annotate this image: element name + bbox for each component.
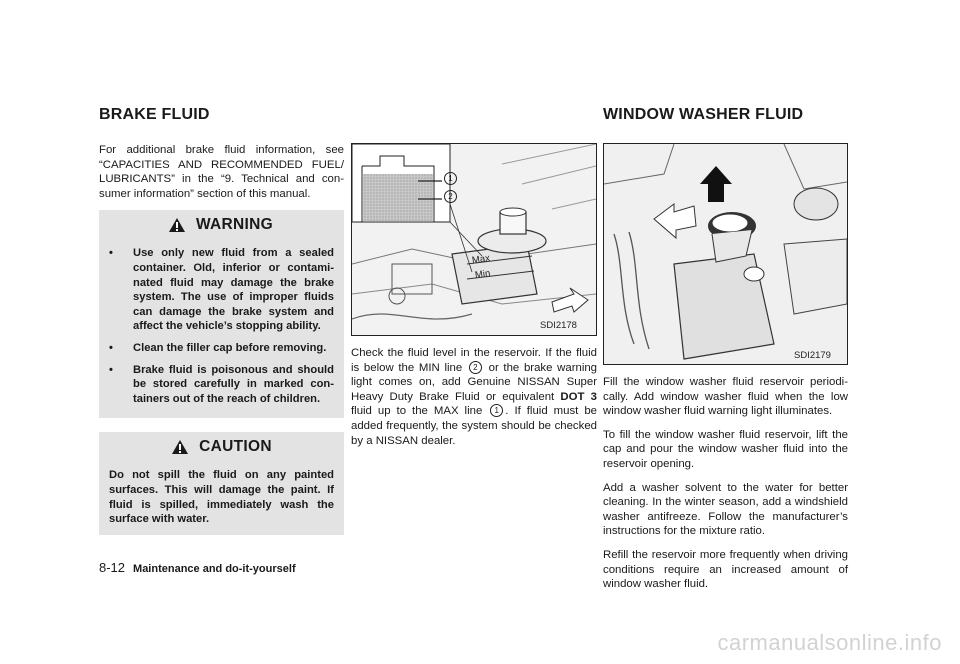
brake-intro-paragraph: For additional brake fluid information, see “CAPACITIES AND RECOMMENDED FUEL/ LUBRICANTS” in the “9. Technical and con- sumer information” section of this manual. [99, 144, 344, 200]
min-line-label: Min [474, 267, 492, 282]
footer-section-title: Maintenance and do-it-yourself [133, 563, 296, 575]
check-text-1: Check the fluid level in the reservoir. If the fluid is below the MIN line [351, 347, 597, 374]
brake-fluid-title: BRAKE FLUID [99, 106, 210, 123]
watermark-text: carmanualsonline.info [717, 630, 942, 655]
caution-text: Do not spill the fluid on any painted surfaces. This will damage the paint. If fluid is spilled, immediately wash the surface with water. [109, 469, 334, 526]
brake-check-column [351, 143, 597, 457]
min-callout-ref: 2 [469, 361, 482, 374]
warning-item-text: Brake fluid is poisonous and should be stored carefully in marked con- tainers out of the reach of children. [133, 363, 334, 405]
caution-heading-text: CAUTION [199, 438, 272, 456]
caution-heading [109, 438, 334, 456]
warning-heading-text: WARNING [195, 216, 273, 234]
brake-reservoir-figure [351, 143, 597, 336]
washer-paragraph: To fill the window washer fluid reservoir, lift the cap and pour the window washer fluid into the reservoir opening. [603, 428, 848, 470]
warning-item [107, 363, 334, 407]
callout-1-badge: 1 [444, 172, 457, 185]
washer-paragraph: Fill the window washer fluid reservoir periodi- cally. Add window washer fluid when the low window washer fluid warning light illuminates. [603, 376, 848, 418]
check-text-4: . If fluid must be added frequently, the system should be checked by a NISSAN dealer. [351, 405, 597, 447]
figure-code: SDI2179 [794, 350, 831, 361]
window-washer-fluid-title: WINDOW WASHER FLUID [603, 106, 804, 123]
bullet: • [109, 247, 113, 260]
washer-column [603, 143, 848, 601]
washer-paragraphs [603, 375, 848, 592]
bullet: • [109, 363, 113, 376]
check-text-2: or the brake warning light comes on, add Genuine NISSAN Super Heavy Duty Brake Fluid or equivalent [351, 361, 598, 403]
figure-code: SDI2178 [540, 320, 577, 331]
dot-3-spec: DOT 3 [560, 390, 597, 403]
max-line-label: Max [471, 252, 491, 267]
caution-triangle-icon [171, 439, 189, 455]
brake-check-paragraph [351, 346, 597, 448]
caution-panel [99, 432, 344, 534]
warning-item-text: Use only new fluid from a sealed container. Old, inferior or contami- nated fluid may damage the brake system. The use of improper fluids can damage the brake system and affect the vehicle’s stopping ability. [133, 247, 334, 333]
max-callout-ref: 1 [490, 404, 503, 417]
warning-panel [99, 210, 344, 418]
brake-column [99, 143, 344, 535]
callout-2-badge: 2 [444, 190, 457, 203]
washer-reservoir-figure [603, 143, 848, 365]
page-number: 8-12 [99, 560, 126, 575]
page-footer [99, 560, 296, 575]
washer-reservoir-illustration [604, 144, 847, 364]
brake-reservoir-illustration [352, 144, 596, 335]
warning-item-text: Clean the filler cap before removing. [133, 341, 327, 354]
washer-paragraph: Refill the reservoir more frequently when driving conditions require an increased amount of window washer fluid. [603, 548, 848, 591]
warning-item [107, 341, 334, 356]
warning-triangle-icon [168, 217, 186, 233]
warning-heading [107, 216, 334, 234]
washer-paragraph: Add a washer solvent to the water for better cleaning. In the winter season, add a windshield washer antifreeze. Follow the manufacturer’s instructions for the mixture ratio. [603, 481, 848, 538]
bullet: • [109, 341, 113, 354]
check-text-3: fluid up to the MAX line [351, 405, 483, 418]
warning-item [107, 246, 334, 334]
